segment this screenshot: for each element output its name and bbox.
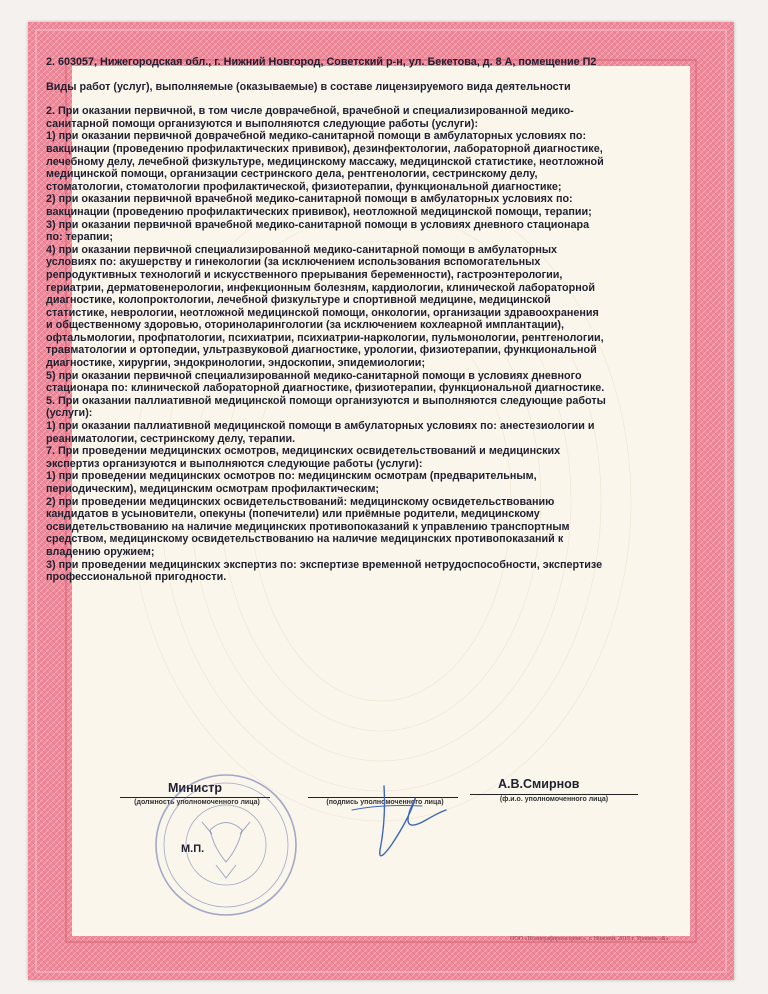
paragraph: 2) при проведении медицинских освидетельствований: медицинскому освидетельствованию кандидатов в усыновители, опекуны (попечители) или приёмные родители, медицинскому освидетельствованию на наличие медицинских противопоказаний к управлению транспортным средством, медицинскому освидетельствованию на наличие медицинских противопоказаний к владению оружием; [46,495,570,558]
paragraph: 1) при проведении медицинских осмотров по: медицинским осмотрам (предварительным, периодическим), медицинским осмотрам профилактическим; [46,470,537,495]
works-heading: Виды работ (услуг), выполняемые (оказываемые) в составе лицензируемого вида деятельности [46,80,571,93]
handwritten-signature [322,780,452,870]
printer-imprint: ООО «Полиграфпромсервис», г. Нижний, 2019 г. Уровень «Б» [510,936,669,942]
paragraph: 5) при оказании первичной специализированной медико-санитарной помощи в условиях дневного стационара по: клинической лабораторной диагностике, физиотерапии, функциональной диагностике. [46,369,605,395]
position-value: Министр [168,781,223,795]
address: 2. 603057, Нижегородская обл., г. Нижний Новгород, Советский р-н, ул. Бекетова, д. 8 А, помещение П2 [46,56,597,68]
paragraph: 2. При оказании первичной, в том числе доврачебной, врачебной и специализированной медико-санитарной помощи организуются и выполняются следующие работы (услуги): [46,105,574,130]
paragraph: 1) при оказании паллиативной медицинской помощи в амбулаторных условиях по: анестезиологии и реаниматологии, сестринскому делу, терапии. [46,420,595,445]
official-seal [150,770,302,920]
position-caption: (должность уполномоченного лица) [134,799,260,806]
document-body [46,56,606,584]
paragraph: 1) при оказании первичной доврачебной медико-санитарной помощи в амбулаторных условиях по: вакцинации (проведению профилактических прививок), дезинфектологии, лабораторной диагностике, лечебному делу, лечебной физкультуре, медицинскому массажу, медицинской статистике, неотложной медицинской помощи, организации сестринского дела, рентгенологии, сестринскому делу, стоматологии, стоматологии профилактической, физиотерапии, функциональной диагностике; [46,130,604,193]
paragraph: 5. При оказании паллиативной медицинской помощи организуются и выполняются следующие работы (услуги): [46,394,606,420]
paragraph: 4) при оказании первичной специализированной медико-санитарной помощи в амбулаторных условиях по: акушерству и гинекологии (за исключением использования вспомогательных репродуктивных технологий и искусственного прерывания беременности), гастроэнтерологии, гериатрии, дерматовенерологии, инфекционным болезням, кардиологии, клинической лабораторной диагностике, колопроктологии, лечебной физкультуре и спортивной медицине, медицинской статистике, неврологии, неотложной медицинской помощи, онкологии, организации здравоохранения и общественному здоровью, оториноларингологии (за исключением кохлеарной имплантации), офтальмологии, профпатологии, психиатрии, психиатрии-наркологии, пульмонологии, рентгенологии, травматологии и ортопедии, ультразвуковой диагностике, урологии, физиотерапии, функциональной диагностике, хирургии, эндокринологии, эндоскопии, эпидемиологии; [46,243,604,370]
paragraph: 7. При проведении медицинских осмотров, медицинских освидетельствований и медицинских экспертиз организуются и выполняются следующие работы (услуги): [46,445,561,470]
paragraph: 2) при оказании первичной врачебной медико-санитарной помощи в амбулаторных условиях по: вакцинации (проведению профилактических прививок), неотложной медицинской помощи, терапии; [46,193,592,218]
signature-caption: (подпись уполномоченного лица) [326,799,444,806]
name-caption: (ф.и.о. уполномоченного лица) [499,796,609,803]
paragraph: 3) при оказании первичной врачебной медико-санитарной помощи в условиях дневного стационара по: терапии; [46,218,590,244]
name-value: А.В.Смирнов [498,777,580,791]
name-line [470,794,638,795]
paragraph: 3) при проведении медицинских экспертиз по: экспертизе временной нетрудоспособности, экспертизе профессиональной пригодности. [46,558,603,584]
stamp-label: М.П. [181,843,205,855]
